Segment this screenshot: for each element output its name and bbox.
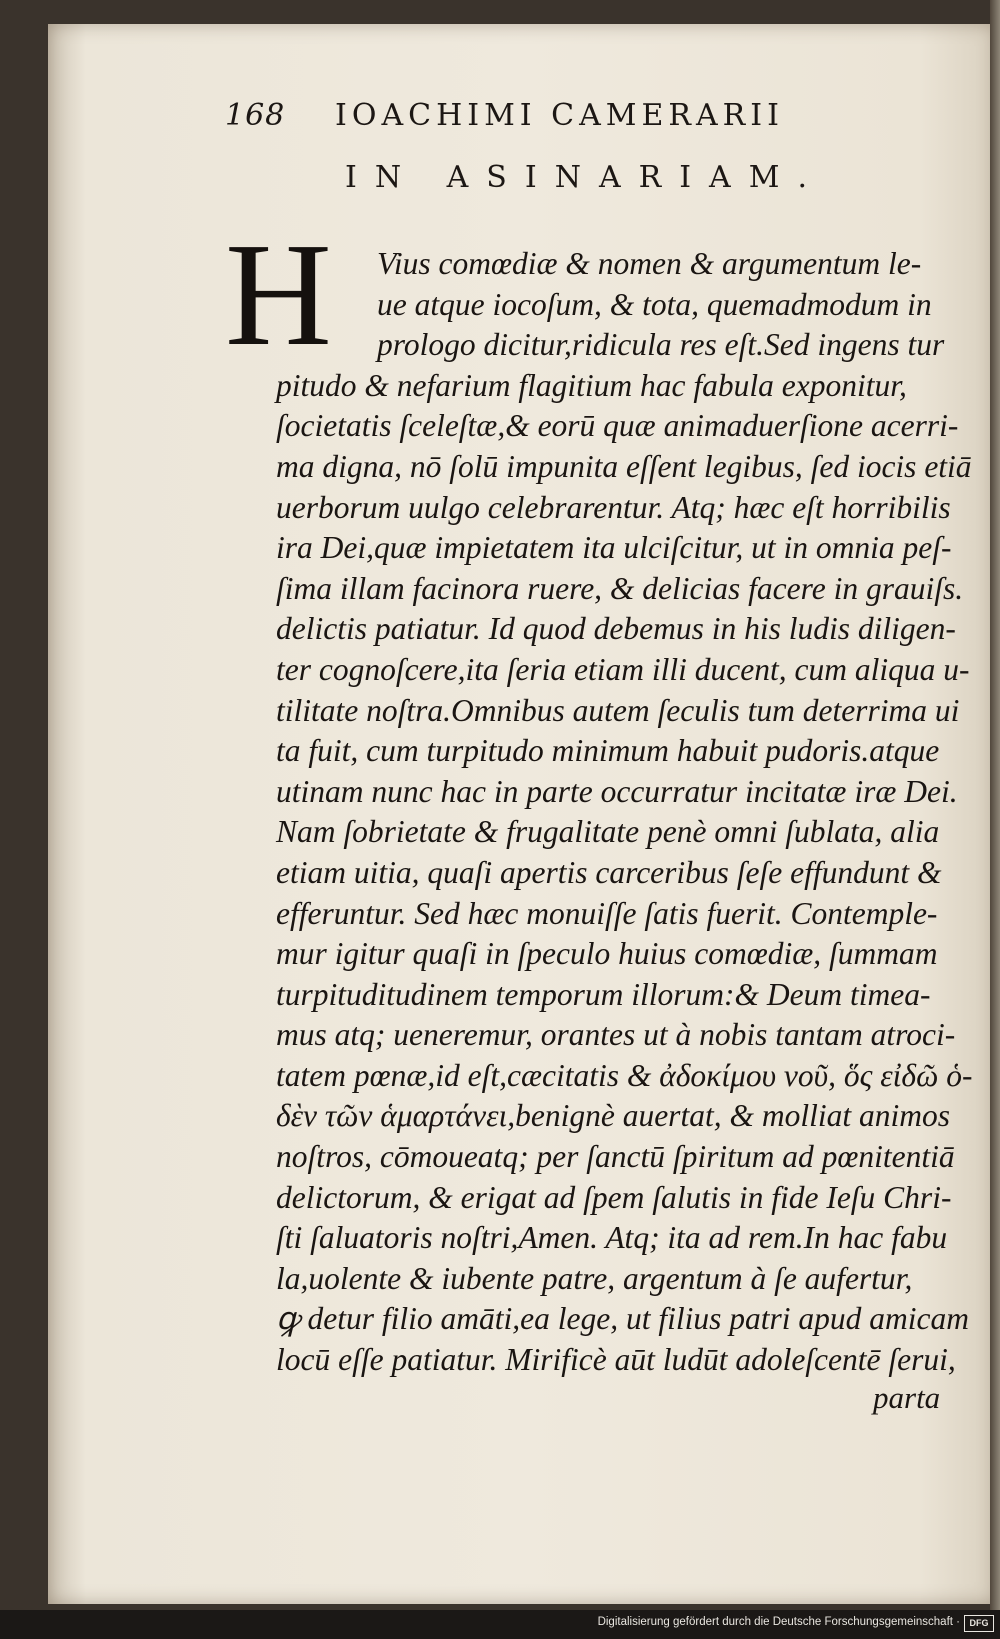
text-line: delictis patiatur. Id quod debemus in his ludis diligen- [276,611,956,647]
page-header [225,92,865,142]
dfg-logo: DFG [964,1615,994,1632]
text-line: mur igitur quaſi in ſpeculo huius comœdiæ, ſummam [276,936,938,972]
text-line: mus atq; ueneremur, orantes ut à nobis tantam atroci- [276,1017,956,1053]
text-line: ſti ſaluatoris noſtri,Amen. Atq; ita ad rem.In hac fabu [276,1220,948,1256]
text-line: noſtros, cōmoueatq; per ſanctū ſpiritum ad pœnitentiā [276,1139,955,1175]
text-line: etiam uitia, quaſi apertis carceribus ſeſe effundunt & [276,854,942,890]
catchword: parta [873,1380,941,1415]
text-line: Vius comœdiæ & nomen & argumentum le- [377,246,922,281]
text-line: delictorum, & erigat ad ſpem ſalutis in fide Ieſu Chri- [276,1179,952,1215]
text-line: utinam nunc hac in parte occurratur incitatæ iræ Dei. [276,773,958,809]
page-number: 168 [225,98,286,133]
text-line: turpituditudinem temporum illorum:& Deum timea- [276,976,931,1012]
text-line: ta fuit, cum turpitudo minimum habuit pudoris.atque [276,733,940,769]
text-line: tilitate noſtra.Omnibus autem ſeculis tum deterrima ui [276,692,960,728]
drop-cap-initial: H [225,213,332,377]
text-line: ſima illam facinora ruere, & delicias facere in grauiſs. [276,570,964,606]
text-line: pitudo & nefarium flagitium hac fabula exponitur, [276,367,907,403]
text-line: efferuntur. Sed hæc monuiſſe ſatis fuerit. Contemple- [276,895,938,931]
text-line: ma digna, nō ſolū impunita eſſent legibus, ſed iocis etiā [276,448,972,484]
text-line: Nam ſobrietate & frugalitate penè omni ſublata, alia [276,814,940,850]
text-line: ꝙ detur filio amāti,ea lege, ut filius patri apud amicam [276,1301,969,1337]
text-line: ue atque iocoſum, & tota, quemadmodum in [377,286,932,322]
text-line: uerborum uulgo celebrarentur. Atq; hæc eſt horribilis [276,489,951,525]
text-line: ſocietatis ſceleſtæ,& eorū quæ animaduerſione acerri- [276,408,959,444]
body-text [276,244,973,1381]
text-line: δὲν τῶν ἁμαρτάνει,benignè auertat, & molliat animos [276,1098,950,1134]
footer-credit: Digitalisierung gefördert durch die Deutsche Forschungsgemeinschaft · [597,1616,960,1628]
text-line: ter cognoſcere,ita ſeria etiam illi ducent, cum aliqua u- [276,651,970,687]
text-line: locū eſſe patiatur. Mirificè aūt ludūt adoleſcentē ſerui, [276,1342,956,1378]
page-edge [990,0,1000,1610]
text-line: tatem pœnæ,id eſt,cæcitatis & ἀδοκίμου νοῦ, ὅς εἰδῶ ὁ- [276,1057,973,1093]
section-title: IN ASINARIAM. [345,160,825,195]
text-line: ira Dei,quæ impietatem ita ulciſcitur, ut in omnia peſ- [276,530,952,566]
text-line: prologo dicitur,ridicula res eſt.Sed ingens tur [377,327,945,363]
text-line: la,uolente & iubente patre, argentum à ſe aufertur, [276,1260,913,1296]
running-head: IOACHIMI CAMERARII [335,98,784,133]
